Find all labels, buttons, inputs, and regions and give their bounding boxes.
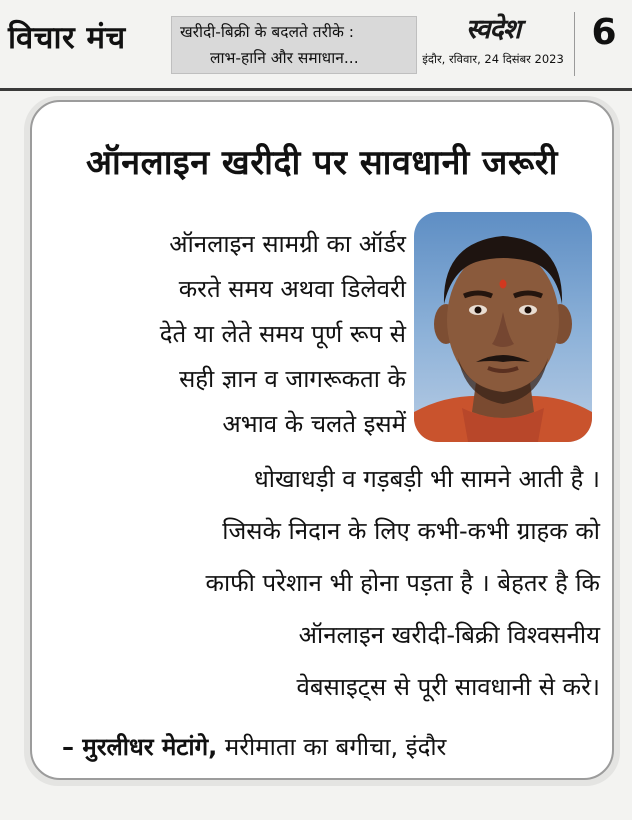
body-line: धोखाधड़ी व गड़बड़ी भी सामने आती है । <box>254 465 600 493</box>
body-line: वेबसाइट्स से पूरी सावधानी से करे। <box>296 673 600 701</box>
body-line: ऑनलाइन सामग्री का ऑर्डर <box>169 230 406 258</box>
masthead-logo: स्वदेश <box>465 14 521 45</box>
dateline: इंदौर, रविवार, 24 दिसंबर 2023 <box>422 52 564 66</box>
body-line: जिसके निदान के लिए कभी-कभी ग्राहक को <box>222 517 600 545</box>
author-name: – मुरलीधर मेटांगे, <box>62 733 218 761</box>
body-line: ऑनलाइन खरीदी-बिक्री विश्वसनीय <box>298 621 600 649</box>
masthead <box>418 12 568 67</box>
author-photo <box>414 212 592 442</box>
body-line: देते या लेते समय पूर्ण रूप से <box>159 320 406 348</box>
body-line: काफी परेशान भी होना पड़ता है । बेहतर है कि <box>205 569 600 597</box>
topic-line-1: खरीदी-बिक्री के बदलते तरीके : <box>180 23 355 41</box>
header-rule <box>0 88 632 91</box>
author-location: मरीमाता का बगीचा, इंदौर <box>224 733 447 761</box>
body-line: करते समय अथवा डिलेवरी <box>178 275 406 303</box>
author-signature <box>62 730 604 763</box>
article-headline: ऑनलाइन खरीदी पर सावधानी जरूरी <box>86 143 558 183</box>
newspaper-header <box>0 0 632 92</box>
section-title: विचार मंच <box>8 20 126 56</box>
topic-line-2: लाभ-हानि और समाधान... <box>210 49 359 67</box>
divider <box>574 12 575 76</box>
author-portrait-image <box>414 212 592 442</box>
page-number: 6 <box>591 12 617 53</box>
body-line: सही ज्ञान व जागरूकता के <box>179 365 406 393</box>
body-line: अभाव के चलते इसमें <box>222 410 406 438</box>
topic-box <box>171 16 417 74</box>
